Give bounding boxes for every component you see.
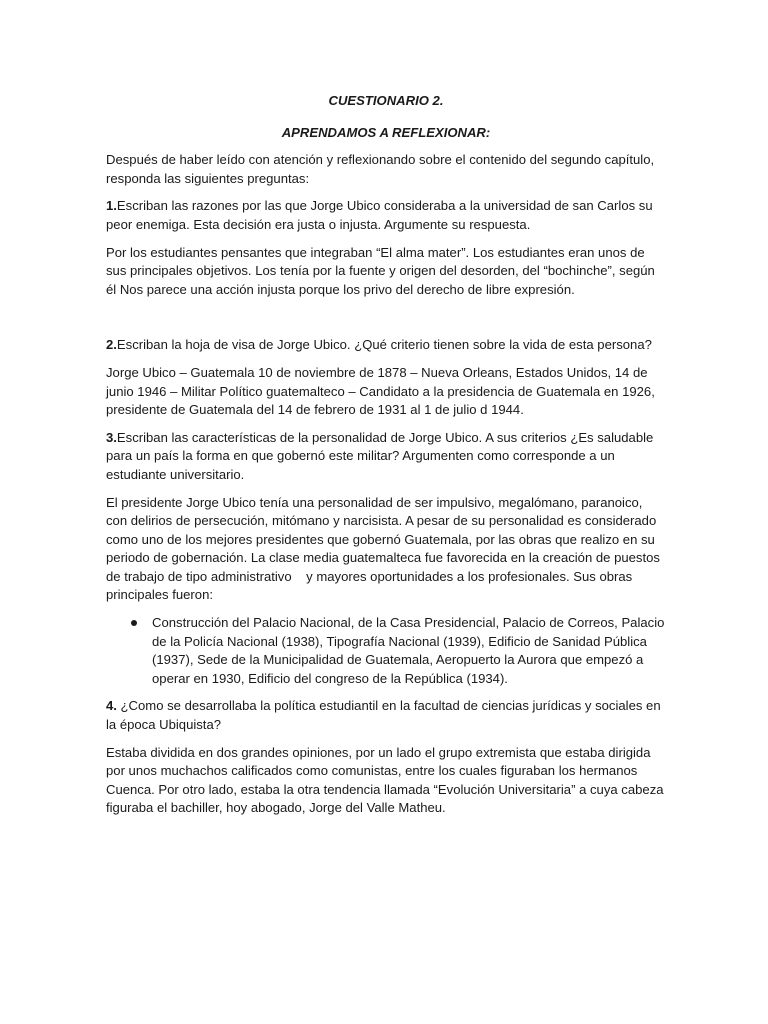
works-list bbox=[106, 614, 666, 688]
answer-1: Por los estudiantes pensantes que integraban “El alma mater”. Los estudiantes eran unos de sus principales objetivos. Los tenía por la fuente y origen del desorden, del “bochinche”, según él Nos parece una acción injusta porque los privo del derecho de libre expresión. bbox=[106, 244, 655, 297]
question-2-text: Escriban la hoja de visa de Jorge Ubico. ¿Qué criterio tienen sobre la vida de esta persona? bbox=[116, 337, 652, 353]
document-title: CUESTIONARIO 2. bbox=[328, 93, 444, 108]
question-1-text: Escriban las razones por las que Jorge Ubico consideraba a la universidad de san Carlos su peor enemiga. Esta decisión era justa o injusta. Argumente su respuesta. bbox=[106, 198, 653, 232]
list-item-text: Construcción del Palacio Nacional, de la Casa Presidencial, Palacio de Correos, Palacio de la Policía Nacional (1938), Tipografía Nacional (1939), Edificio de Sanidad Pública (1937), Sede de la Municipalidad de Guatemala, Aeropuerto la Aurora que empezó a operar en 1930, Edificio del congreso de la República (1934). bbox=[152, 615, 665, 686]
answer-2: Jorge Ubico – Guatemala 10 de noviembre de 1878 – Nueva Orleans, Estados Unidos, 14 de junio 1946 – Militar Político guatemalteco – Candidato a la presidencia de Guatemala en 1926, presidente de Guatemala del 14 de febrero de 1931 al 1 de julio d 1944. bbox=[106, 364, 655, 418]
bullet-icon bbox=[131, 620, 137, 626]
question-4 bbox=[106, 697, 666, 734]
question-3-number: 3. bbox=[106, 429, 117, 445]
question-4-text: ¿Como se desarrollaba la política estudiantil en la facultad de ciencias jurídicas y sociales en la época Ubiquista? bbox=[106, 698, 661, 733]
question-2-number: 2. bbox=[106, 337, 117, 353]
question-4-number: 4. bbox=[106, 698, 117, 714]
question-1 bbox=[106, 197, 666, 234]
intro-paragraph: Después de haber leído con atención y reflexionando sobre el contenido del segundo capítulo, responda las siguientes preguntas: bbox=[106, 152, 655, 186]
document-subtitle: APRENDAMOS A REFLEXIONAR: bbox=[281, 124, 491, 140]
list-item bbox=[152, 614, 666, 688]
question-2 bbox=[106, 336, 666, 355]
question-1-number: 1. bbox=[106, 198, 117, 214]
spacer bbox=[106, 308, 666, 336]
answer-3: El presidente Jorge Ubico tenía una personalidad de ser impulsivo, megalómano, paranoico, con delirios de persecución, mitómano y narcisista. A pesar de su personalidad es considerado como uno de los mejores presidentes que gobernó Guatemala, por las obras que realizo en su periodo de gobernación. La clase media guatemalteca fue favorecida en la creación de puestos de trabajo de tipo administrativo y mayores oportunidades a los profesionales. Sus obras principales fueron: bbox=[106, 494, 664, 603]
answer-4: Estaba dividida en dos grandes opiniones, por un lado el grupo extremista que estaba dirigida por unos muchachos calificados como comunistas, entre los cuales figuraban los hermanos Cuenca. Por otro lado, estaba la otra tendencia llamada “Evolución Universitaria” a cuya cabeza figuraba el bachiller, hoy abogado, Jorge del Valle Matheu. bbox=[106, 744, 664, 816]
question-3-text: Escriban las características de la personalidad de Jorge Ubico. A sus criterios ¿Es saludable para un país la forma en que gobernó este militar? Argumenten como corresponde a un estudiante universitario. bbox=[106, 429, 654, 482]
question-3 bbox=[106, 429, 666, 485]
document-body bbox=[106, 92, 666, 827]
